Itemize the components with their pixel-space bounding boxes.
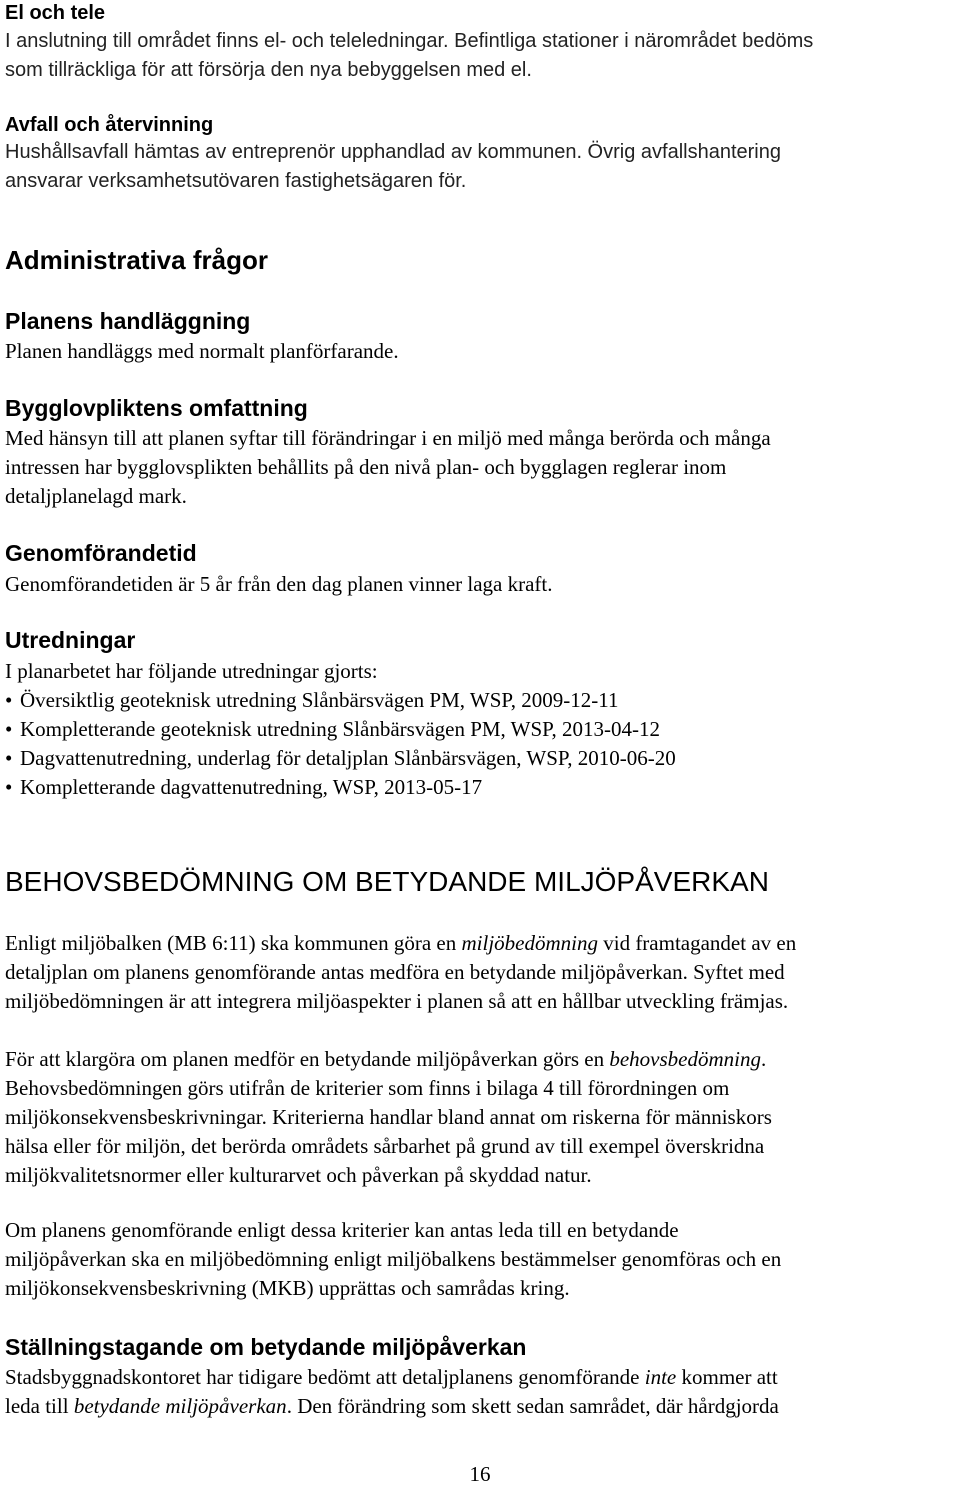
text-run: Stadsbyggnadskontoret har tidigare bedömt att detaljplanens genomförande [5, 1365, 645, 1389]
text-line: Med hänsyn till att planen syftar till förändringar i en miljö med många berörda och många [5, 426, 771, 450]
text-line: miljöbedömningen är att integrera miljöaspekter i planen så att en hållbar utveckling främjas. [5, 989, 789, 1013]
text-line: I anslutning till området finns el- och teleledningar. Befintliga stationer i närområdet bedöms [5, 30, 814, 52]
text-run: vid framtagandet av en [597, 931, 797, 955]
utredningar-intro: I planarbetet har följande utredningar gjorts: [5, 659, 378, 683]
text-line: miljökonsekvensbeskrivningar. Kriterierna handlar bland annat om riskerna för människors [5, 1105, 772, 1129]
paragraph-genomforandetid: Genomförandetiden är 5 år från den dag planen vinner laga kraft. [5, 572, 553, 596]
text-line [5, 1045, 955, 1074]
text-line: miljöpåverkan ska en miljöbedömning enligt miljöbalkens bestämmelser genomföras och en [5, 1247, 782, 1271]
utredningar-list [5, 686, 955, 802]
heading-stallningstagande: Ställningstagande om betydande miljöpåverkan [5, 1334, 527, 1360]
list-item: • Kompletterande dagvattenutredning, WSP, 2013-05-17 [5, 773, 955, 802]
heading-avfall: Avfall och återvinning [5, 114, 214, 136]
page-number: 16 [469, 1462, 491, 1486]
text-line: som tillräckliga för att försörja den nya bebyggelsen med el. [5, 59, 532, 81]
text-run: leda till [5, 1394, 74, 1418]
text-run: . [761, 1047, 767, 1071]
text-run: Enligt miljöbalken (MB 6:11) ska kommunen göra en [5, 931, 462, 955]
text-run: För att klargöra om planen medför en betydande miljöpåverkan görs en [5, 1047, 610, 1071]
heading-administrativa-fragor: Administrativa frågor [5, 245, 268, 275]
heading-utredningar: Utredningar [5, 627, 136, 653]
heading-planens-handlaggning: Planens handläggning [5, 308, 251, 334]
text-line: ansvarar verksamhetsutövaren fastighetsägaren för. [5, 170, 467, 192]
emphasis-inte: inte [644, 1365, 677, 1389]
list-item: • Kompletterande geoteknisk utredning Slånbärsvägen PM, WSP, 2013-04-12 [5, 715, 955, 744]
heading-bygglovpliktens-omfattning: Bygglovpliktens omfattning [5, 395, 308, 421]
text-line: miljökonsekvensbeskrivning (MKB) upprättas och samrådas kring. [5, 1276, 570, 1300]
list-item: • Dagvattenutredning, underlag för detaljplan Slånbärsvägen, WSP, 2010-06-20 [5, 744, 955, 773]
paragraph-avfall [5, 138, 955, 196]
emphasis-behovsbedomning: behovsbedömning [609, 1047, 761, 1071]
text-line [5, 1392, 955, 1421]
text-line: Behovsbedömningen görs utifrån de kriterier som finns i bilaga 4 till förordningen om [5, 1076, 730, 1100]
paragraph-behov-1 [5, 929, 955, 1016]
paragraph-behov-2 [5, 1045, 955, 1190]
text-line: miljökvalitetsnormer eller kulturarvet och påverkan på skyddad natur. [5, 1163, 592, 1187]
text-line: detaljplan om planens genomförande antas medföra en betydande miljöpåverkan. Syftet med [5, 960, 785, 984]
paragraph-behov-3 [5, 1216, 955, 1303]
paragraph-stallningstagande [5, 1363, 955, 1421]
text-line [5, 929, 955, 958]
text-line: hälsa eller för miljön, det berörda områdets sårbarhet på grund av till exempel överskridna [5, 1134, 765, 1158]
heading-behovsbedomning: BEHOVSBEDÖMNING OM BETYDANDE MILJÖPÅVERKAN [5, 866, 769, 897]
text-line: intressen har bygglovsplikten behållits på den nivå plan- och bygglagen reglerar inom [5, 455, 727, 479]
text-line: Hushållsavfall hämtas av entreprenör upphandlad av kommunen. Övrig avfallshantering [5, 141, 781, 163]
text-line [5, 1363, 955, 1392]
paragraph-bygglov [5, 424, 955, 511]
emphasis-betydande-miljopaverkan: betydande miljöpåverkan [73, 1394, 287, 1418]
paragraph-handlaggning: Planen handläggs med normalt planförfarande. [5, 339, 399, 363]
text-run: kommer att [676, 1365, 778, 1389]
text-line: detaljplanelagd mark. [5, 484, 187, 508]
emphasis-miljobedomning: miljöbedömning [461, 931, 598, 955]
list-item: • Översiktlig geoteknisk utredning Slånbärsvägen PM, WSP, 2009-12-11 [5, 686, 955, 715]
text-run: . Den förändring som skett sedan samrådet, där hårdgjorda [286, 1394, 779, 1418]
heading-genomforandetid: Genomförandetid [5, 540, 197, 566]
text-line: Om planens genomförande enligt dessa kriterier kan antas leda till en betydande [5, 1218, 679, 1242]
utredningar-section [5, 657, 955, 802]
paragraph-el-och-tele [5, 27, 955, 85]
heading-el-och-tele: El och tele [5, 2, 106, 24]
